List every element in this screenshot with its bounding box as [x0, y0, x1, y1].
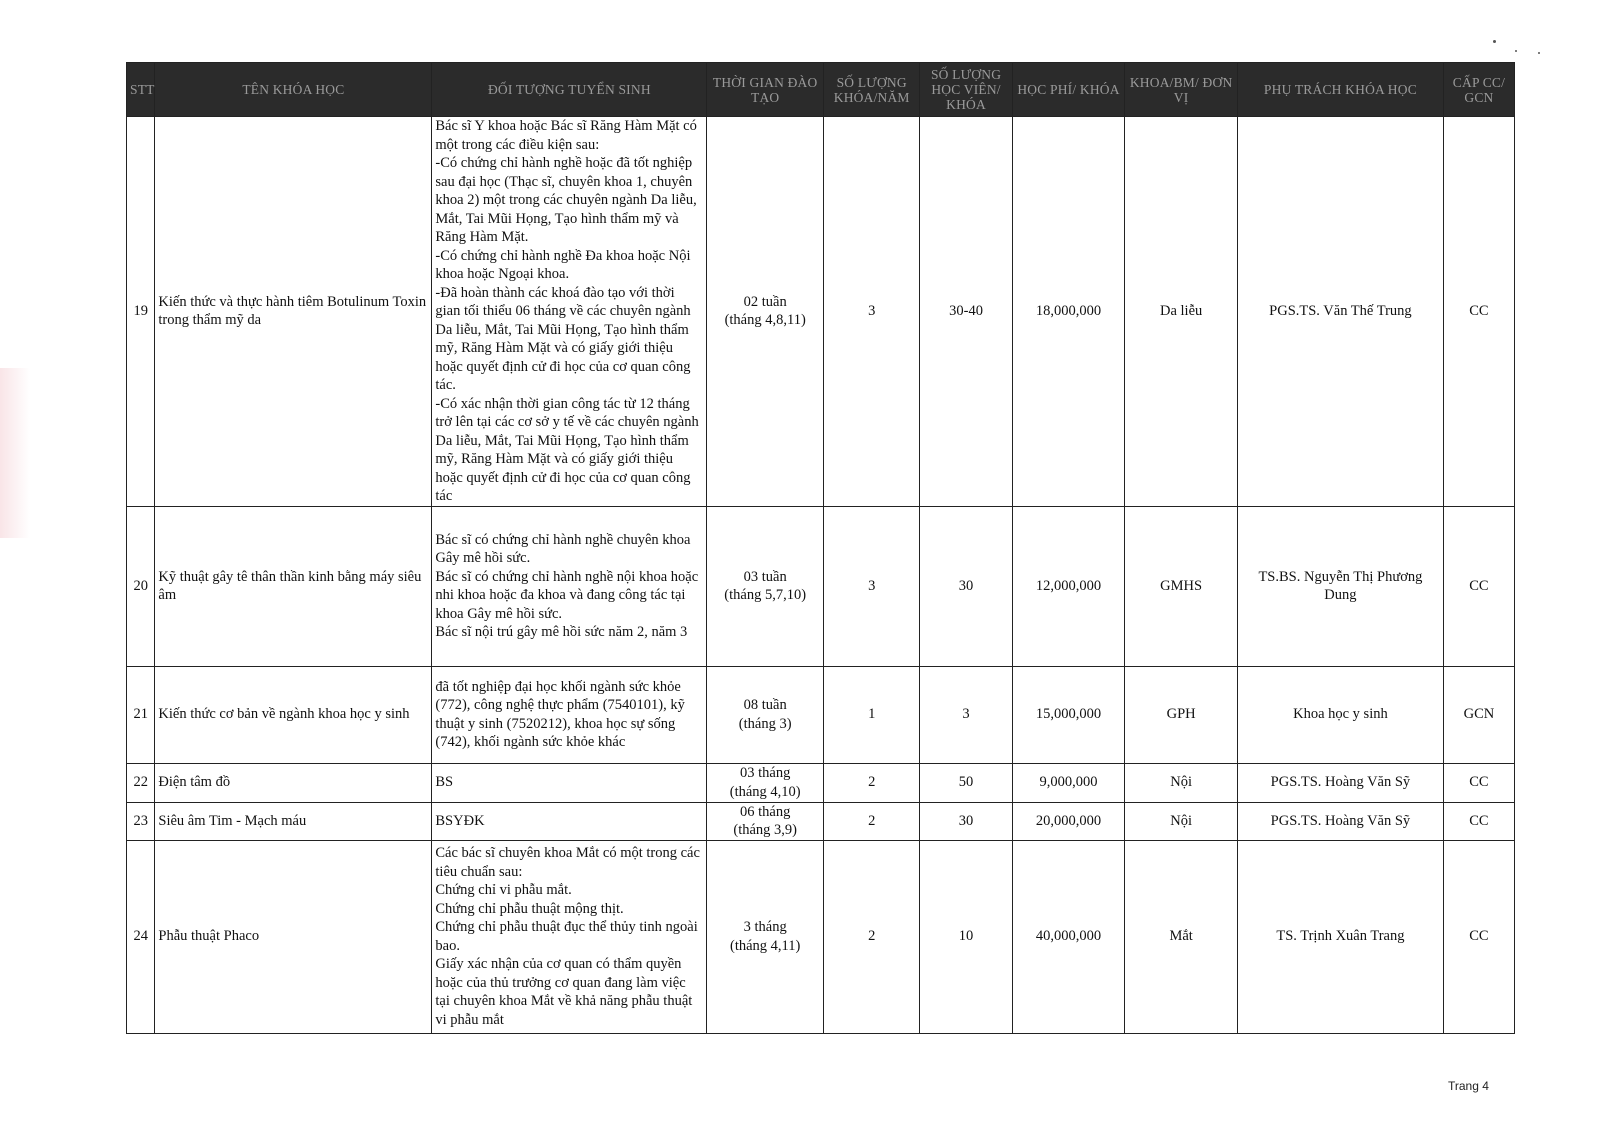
requirement-line: Chứng chỉ phẫu thuật mộng thịt. — [435, 900, 624, 917]
course-lead: TS.BS. Nguyễn Thị Phương Dung — [1237, 506, 1443, 666]
requirement-line: một trong các điều kiện sau: — [435, 136, 600, 153]
header-course-name: TÊN KHÓA HỌC — [155, 63, 432, 117]
course-name: Điện tâm đồ — [155, 763, 432, 802]
duration-months: (tháng 3) — [738, 715, 792, 732]
duration-value: 06 tháng — [740, 803, 791, 820]
course-fee: 20,000,000 — [1012, 802, 1125, 840]
requirement-line: mỹ, Răng Hàm Mặt và có giấy giới thiệu — [435, 340, 673, 356]
requirement-line: -Đã hoàn thành các khoá đào tạo với thời — [435, 284, 675, 301]
table-row — [127, 666, 1515, 763]
course-lead: PGS.TS. Hoàng Văn Sỹ — [1237, 802, 1443, 840]
certificate-type: CC — [1443, 840, 1514, 1033]
page-number: Trang 4 — [1448, 1079, 1489, 1093]
certificate-type: CC — [1443, 506, 1514, 666]
requirement-line: Gây mê hồi sức. — [435, 550, 531, 566]
requirement-line: Chứng chỉ phẫu thuật đục thể thủy tinh ngoài — [435, 919, 698, 935]
duration-cell — [707, 666, 824, 763]
certificate-type: CC — [1443, 802, 1514, 840]
table-body — [127, 117, 1515, 1034]
courses-per-year: 3 — [824, 117, 920, 507]
header-course-lead: PHỤ TRÁCH KHÓA HỌC — [1237, 63, 1443, 117]
header-fee: HỌC PHÍ/ KHÓA — [1012, 63, 1125, 117]
table-row — [127, 506, 1515, 666]
course-fee: 12,000,000 — [1012, 506, 1125, 666]
requirement-line: tác — [435, 488, 453, 504]
courses-per-year: 2 — [824, 802, 920, 840]
courses-per-year: 2 — [824, 840, 920, 1033]
scan-speck — [1538, 52, 1540, 54]
requirement-line: tiêu chuẩn sau: — [435, 863, 523, 880]
requirement-line: Bác sĩ Y khoa hoặc Bác sĩ Răng Hàm Mặt có — [435, 118, 697, 134]
scan-speck — [1515, 50, 1517, 52]
requirement-line: Da liễu, Mắt, Tai Mũi Họng, Tạo hình thẩm — [435, 432, 689, 449]
requirement-line: BSYĐK — [435, 812, 485, 829]
course-table — [126, 62, 1515, 1034]
certificate-type: CC — [1443, 117, 1514, 507]
duration-cell — [707, 763, 824, 802]
courses-per-year: 3 — [824, 506, 920, 666]
table-row — [127, 117, 1515, 507]
students-per-course: 3 — [920, 666, 1012, 763]
duration-months: (tháng 3,9) — [733, 822, 797, 838]
duration-value: 02 tuần — [743, 293, 787, 310]
students-per-course: 50 — [920, 763, 1012, 802]
enrollment-requirements — [432, 666, 707, 763]
requirement-line: mỹ, Răng Hàm Mặt và có giấy giới thiệu — [435, 451, 673, 467]
duration-value: 08 tuần — [743, 697, 787, 713]
course-name: Siêu âm Tim - Mạch máu — [155, 802, 432, 840]
stamp-bleed-mark — [0, 368, 30, 538]
header-certificate: CẤP CC/ GCN — [1443, 63, 1514, 117]
course-name: Phẫu thuật Phaco — [155, 840, 432, 1033]
requirement-line: hoặc quyết định cử đi học của cơ quan công — [435, 469, 691, 486]
requirement-line: khoa hoặc Ngoại khoa. — [435, 266, 570, 282]
requirement-line: Chứng chỉ vi phẫu mắt. — [435, 882, 572, 898]
requirement-line: BS — [435, 774, 454, 791]
header-enrollment-target: ĐỐI TƯỢNG TUYỂN SINH — [432, 63, 707, 117]
requirement-line: (742), khối ngành sức khỏe khác — [435, 734, 626, 750]
certificate-type: GCN — [1443, 666, 1514, 763]
course-lead: PGS.TS. Văn Thế Trung — [1237, 117, 1443, 507]
duration-cell — [707, 506, 824, 666]
requirement-line: sau đại học (Thạc sĩ, chuyên khoa 1, chuyên — [435, 173, 693, 190]
department: Nội — [1125, 802, 1238, 840]
requirement-line: gian tối thiểu 06 tháng về các chuyên ngành — [435, 303, 691, 319]
course-name: Kiến thức cơ bản về ngành khoa học y sinh — [155, 666, 432, 763]
duration-cell — [707, 840, 824, 1033]
course-fee: 9,000,000 — [1012, 763, 1125, 802]
header-courses-per-year: SỐ LƯỢNG KHÓA/NĂM — [824, 63, 920, 117]
requirement-line: Bác sĩ có chứng chỉ hành nghề nội khoa hoặc — [435, 568, 699, 585]
requirement-line: Giấy xác nhận của cơ quan có thẩm quyền — [435, 956, 682, 972]
requirement-line: Bác sĩ có chứng chỉ hành nghề chuyên khoa — [435, 531, 691, 548]
requirement-line: Bác sĩ nội trú gây mê hồi sức năm 2, năm 3 — [435, 624, 688, 640]
department: Da liễu — [1125, 117, 1238, 507]
courses-per-year: 2 — [824, 763, 920, 802]
requirement-line: Da liễu, Mắt, Tai Mũi Họng, Tạo hình thẩm — [435, 321, 689, 338]
scan-speck — [1493, 40, 1496, 43]
enrollment-requirements — [432, 802, 707, 840]
requirement-line: Răng Hàm Mặt. — [435, 229, 529, 245]
table-row — [127, 840, 1515, 1033]
duration-value: 03 tháng — [740, 765, 791, 781]
course-lead: PGS.TS. Hoàng Văn Sỹ — [1237, 763, 1443, 802]
duration-months: (tháng 4,11) — [730, 937, 801, 954]
row-stt: 20 — [127, 506, 155, 666]
requirement-line: hoặc quyết định cử đi học của cơ quan công — [435, 358, 691, 375]
header-row — [127, 63, 1515, 117]
duration-cell — [707, 117, 824, 507]
requirement-line: vi phẫu mắt — [435, 1011, 504, 1028]
course-lead: TS. Trịnh Xuân Trang — [1237, 840, 1443, 1033]
duration-months: (tháng 5,7,10) — [724, 587, 807, 603]
course-name: Kỹ thuật gây tê thân thần kinh bằng máy siêu âm — [155, 506, 432, 666]
requirement-line: nhi khoa hoặc đa khoa và đang công tác tại — [435, 587, 686, 603]
students-per-course: 30 — [920, 506, 1012, 666]
requirement-line: khoa Gây mê hồi sức. — [435, 605, 563, 622]
requirement-line: -Có xác nhận thời gian công tác từ 12 tháng — [435, 395, 690, 412]
row-stt: 24 — [127, 840, 155, 1033]
requirement-line: Các bác sĩ chuyên khoa Mắt có một trong các — [435, 845, 700, 861]
duration-cell — [707, 802, 824, 840]
duration-value: 03 tuần — [743, 568, 787, 585]
enrollment-requirements — [432, 840, 707, 1033]
header-duration: THỜI GIAN ĐÀO TẠO — [707, 63, 824, 117]
row-stt: 23 — [127, 802, 155, 840]
row-stt: 21 — [127, 666, 155, 763]
requirement-line: trở lên tại các cơ sở y tế về các chuyên ngành — [435, 414, 699, 430]
requirement-line: -Có chứng chỉ hành nghề Đa khoa hoặc Nội — [435, 247, 691, 264]
requirement-line: hoặc của thủ trưởng cơ quan đang làm việc — [435, 974, 686, 991]
department: Nội — [1125, 763, 1238, 802]
course-fee: 15,000,000 — [1012, 666, 1125, 763]
course-name: Kiến thức và thực hành tiêm Botulinum Toxin trong thẩm mỹ da — [155, 117, 432, 507]
enrollment-requirements — [432, 117, 707, 507]
duration-value: 3 tháng — [743, 919, 787, 935]
requirement-line: bao. — [435, 937, 460, 954]
duration-months: (tháng 4,8,11) — [724, 312, 806, 329]
courses-per-year: 1 — [824, 666, 920, 763]
table-row — [127, 802, 1515, 840]
course-fee: 40,000,000 — [1012, 840, 1125, 1033]
course-lead: Khoa học y sinh — [1237, 666, 1443, 763]
requirement-line: (772), công nghệ thực phẩm (7540101), kỹ — [435, 697, 685, 713]
requirement-line: khoa 2) một trong các chuyên ngành Da liễu, — [435, 192, 697, 208]
students-per-course: 30-40 — [920, 117, 1012, 507]
header-students-per-course: SỐ LƯỢNG HỌC VIÊN/ KHÓA — [920, 63, 1012, 117]
certificate-type: CC — [1443, 763, 1514, 802]
row-stt: 19 — [127, 117, 155, 507]
table-row — [127, 763, 1515, 802]
requirement-line: Mắt, Tai Mũi Họng, Tạo hình thẩm mỹ và — [435, 210, 679, 227]
header-stt: STT — [127, 63, 155, 117]
students-per-course: 10 — [920, 840, 1012, 1033]
header-department: KHOA/BM/ ĐƠN VỊ — [1125, 63, 1238, 117]
enrollment-requirements — [432, 506, 707, 666]
enrollment-requirements — [432, 763, 707, 802]
requirement-line: -Có chứng chỉ hành nghề hoặc đã tốt nghiệp — [435, 155, 693, 171]
students-per-course: 30 — [920, 802, 1012, 840]
requirement-line: thuật y sinh (7520212), khoa học sự sống — [435, 715, 676, 732]
department: GMHS — [1125, 506, 1238, 666]
department: Mắt — [1125, 840, 1238, 1033]
requirement-line: đã tốt nghiệp đại học khối ngành sức khỏe — [435, 678, 681, 695]
requirement-line: tác. — [435, 377, 456, 393]
duration-months: (tháng 4,10) — [729, 783, 801, 800]
course-fee: 18,000,000 — [1012, 117, 1125, 507]
requirement-line: tại chuyên khoa Mắt về khả năng phẫu thuật — [435, 993, 693, 1009]
row-stt: 22 — [127, 763, 155, 802]
department: GPH — [1125, 666, 1238, 763]
